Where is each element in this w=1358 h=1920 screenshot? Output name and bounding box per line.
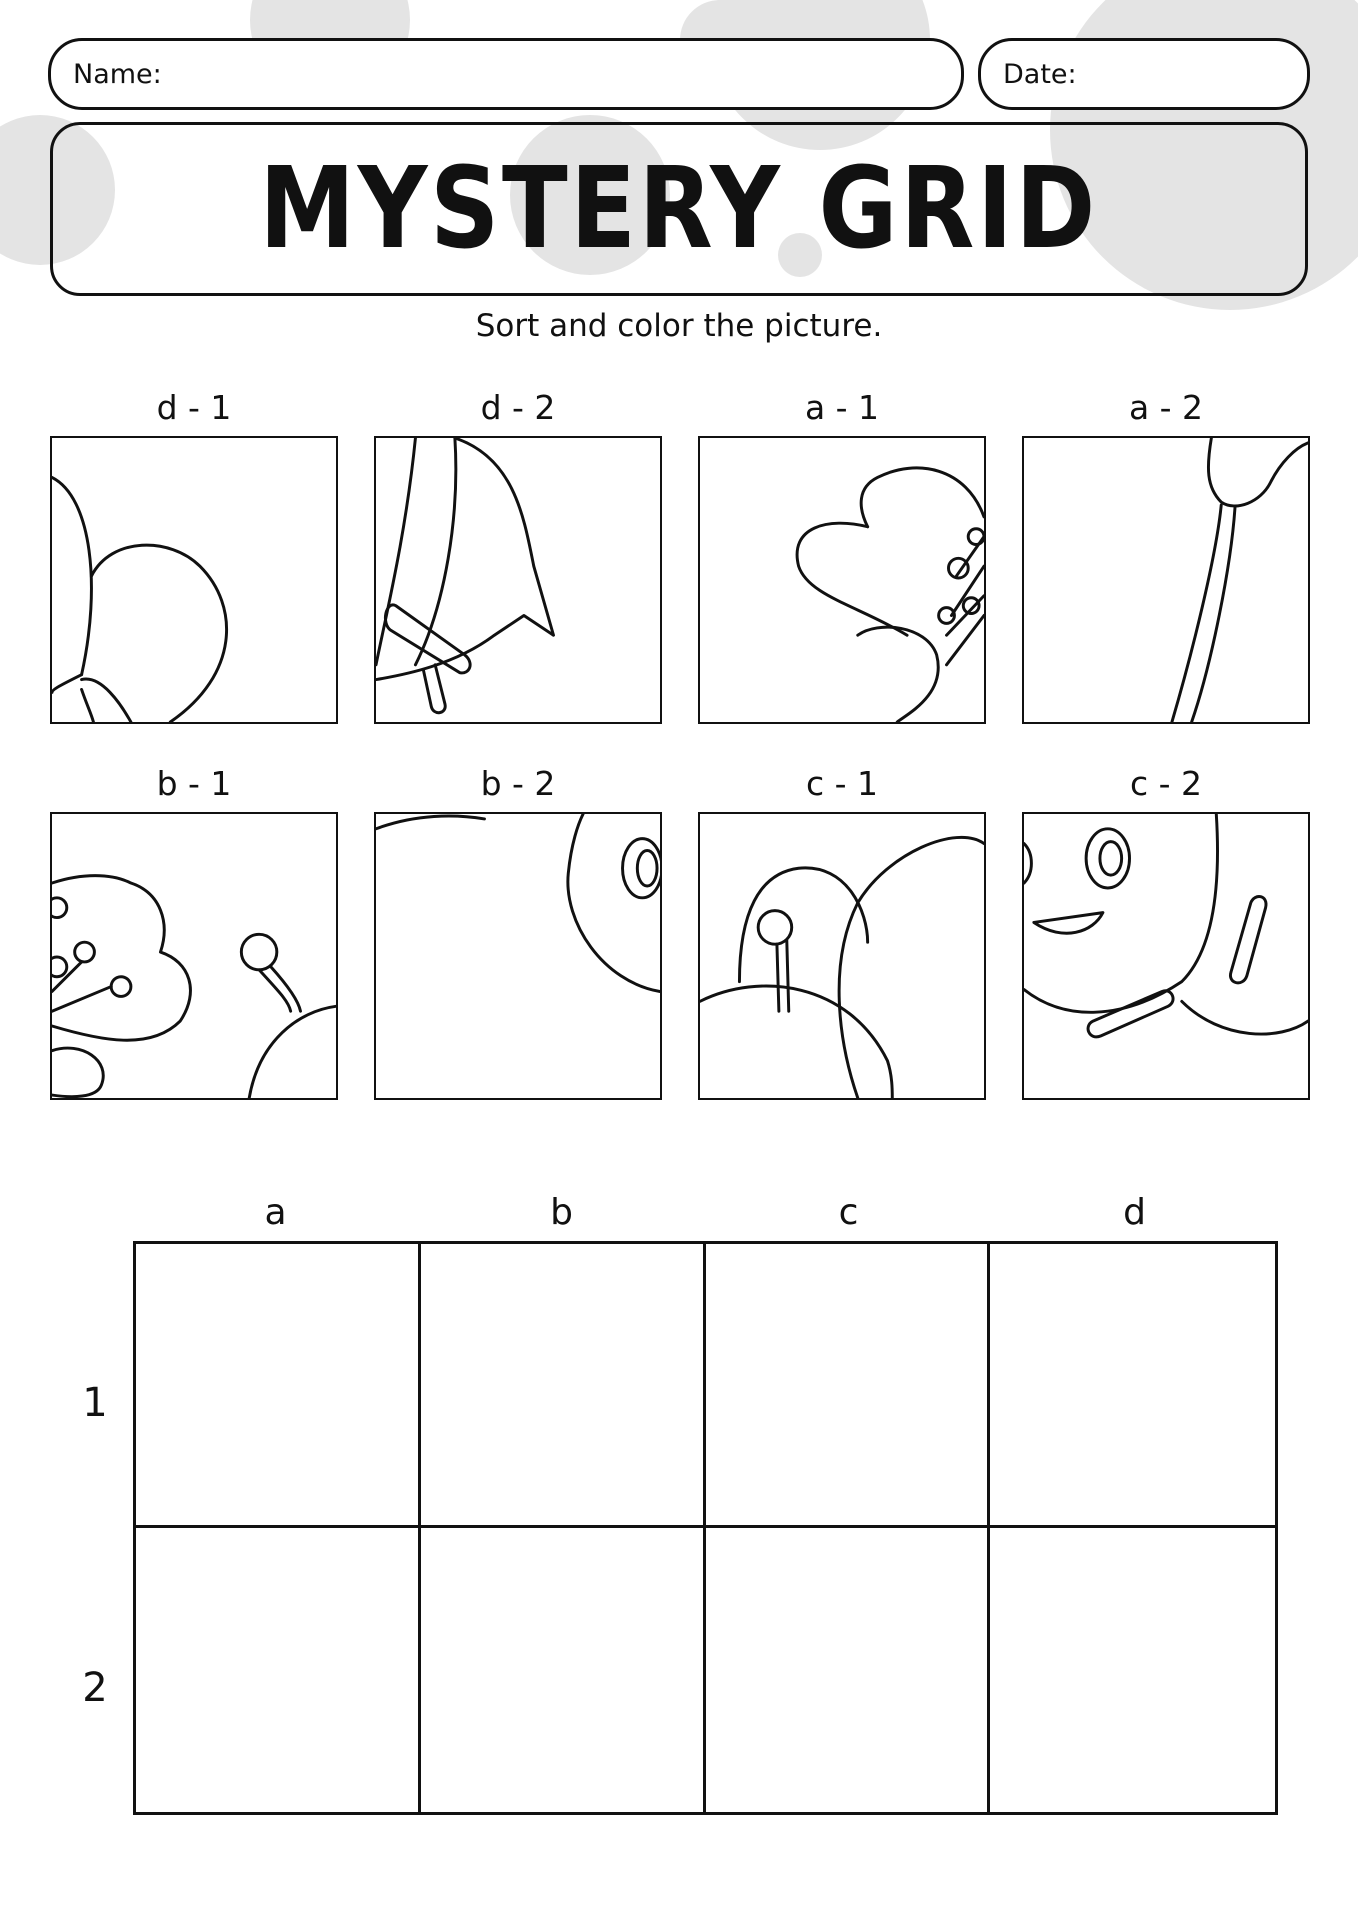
grid-cell-c2[interactable] [706,1528,991,1812]
puzzle-piece-d1[interactable] [50,436,338,724]
bee-face-fragment-icon [1024,814,1308,1098]
title-banner [50,122,1308,296]
answer-grid [133,1241,1278,1815]
grid-cell-d2[interactable] [990,1528,1275,1812]
column-label-c: c [838,1192,859,1233]
piece-label: d - 2 [480,388,556,427]
bee-head-edge-fragment-icon [376,814,660,1098]
puzzle-piece-b2[interactable] [374,812,662,1100]
column-label-b: b [550,1192,573,1233]
puzzle-piece-a1[interactable] [698,436,986,724]
column-label-d: d [1123,1192,1146,1233]
puzzle-piece-d2[interactable] [374,436,662,724]
name-input[interactable] [170,41,941,107]
grid-cell-d1[interactable] [990,1244,1275,1528]
flower-petals-fragment-icon [52,438,336,722]
puzzle-piece-a2[interactable] [1022,436,1310,724]
grid-cell-b2[interactable] [421,1528,706,1812]
puzzle-piece-b1[interactable] [50,812,338,1100]
column-label-a: a [264,1192,287,1233]
page-title: MYSTERY GRID [259,144,1099,274]
name-field[interactable] [48,38,964,110]
flower-stem-fragment-icon [1024,438,1308,722]
piece-label: a - 1 [804,388,880,427]
row-label-2: 2 [82,1665,108,1711]
piece-label: a - 2 [1128,388,1204,427]
piece-label: d - 1 [156,388,232,427]
flower-bloom-fragment-icon [700,438,984,722]
piece-label: c - 1 [805,764,879,803]
puzzle-piece-c2[interactable] [1022,812,1310,1100]
grid-cell-c1[interactable] [706,1244,991,1528]
piece-label: c - 2 [1129,764,1203,803]
bee-stripes-fragment-icon [376,438,660,722]
date-input[interactable] [1085,41,1287,107]
grid-cell-a2[interactable] [136,1528,421,1812]
row-label-1: 1 [82,1380,108,1426]
date-field[interactable] [978,38,1310,110]
name-label: Name: [73,58,162,90]
flower-bee-antenna-fragment-icon [52,814,336,1098]
puzzle-piece-c1[interactable] [698,812,986,1100]
instructions: Sort and color the picture. [475,308,883,344]
bee-wing-antenna-fragment-icon [700,814,984,1098]
grid-cell-b1[interactable] [421,1244,706,1528]
piece-label: b - 2 [480,764,556,803]
grid-cell-a1[interactable] [136,1244,421,1528]
date-label: Date: [1003,58,1077,90]
piece-label: b - 1 [156,764,232,803]
